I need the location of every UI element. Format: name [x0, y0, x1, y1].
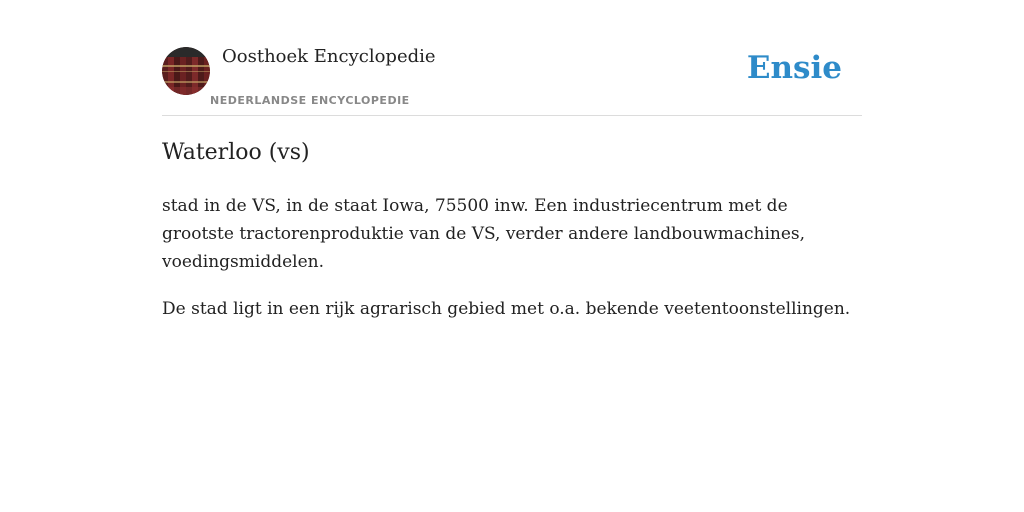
book-spines-icon	[162, 47, 210, 95]
article-body	[162, 192, 862, 342]
article-title: Waterloo (vs)	[162, 140, 310, 165]
article-paragraph: De stad ligt in een rijk agrarisch gebied met o.a. bekende veetentoonstellingen.	[162, 299, 851, 319]
site-name[interactable]: Oosthoek Encyclopedie	[222, 46, 436, 67]
site-subtitle: NEDERLANDSE ENCYCLOPEDIE	[210, 94, 410, 107]
site-header	[162, 0, 862, 116]
ensie-logo-link[interactable]: Ensie	[746, 50, 842, 86]
article-paragraph: stad in de VS, in de staat Iowa, 75500 inw. Een industriecentrum met de grootste tractorenproduktie van de VS, verder andere landbouwmachines, voedingsmiddelen.	[162, 196, 806, 272]
encyclopedia-avatar[interactable]	[162, 47, 210, 95]
